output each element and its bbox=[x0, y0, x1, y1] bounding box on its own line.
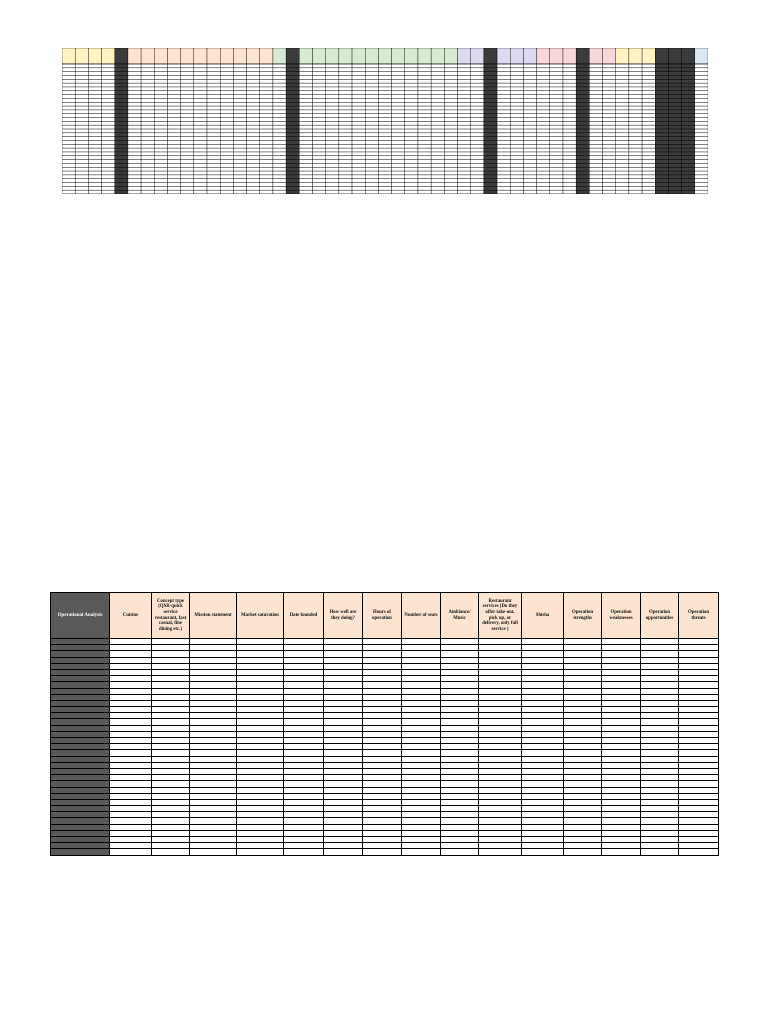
table-cell[interactable] bbox=[284, 849, 324, 855]
overview-header-cell bbox=[378, 48, 391, 64]
overview-header-cell bbox=[471, 48, 484, 64]
table-cell[interactable] bbox=[110, 849, 152, 855]
overview-header-cell bbox=[339, 48, 352, 64]
overview-header-cell bbox=[458, 48, 471, 64]
overview-grid bbox=[62, 48, 708, 194]
header-threats: Operation threats bbox=[679, 593, 719, 639]
overview-header-cell bbox=[444, 48, 457, 64]
overview-header-cell bbox=[62, 48, 75, 64]
overview-header-cell bbox=[405, 48, 418, 64]
overview-header-cell bbox=[682, 48, 695, 64]
table-cell[interactable] bbox=[564, 849, 602, 855]
overview-header-cell bbox=[75, 48, 88, 64]
table-cell[interactable] bbox=[441, 849, 479, 855]
overview-header-cell bbox=[484, 48, 497, 64]
operational-analysis-table-wrap bbox=[50, 592, 718, 856]
table-cell[interactable] bbox=[324, 849, 363, 855]
overview-header-cell bbox=[326, 48, 339, 64]
overview-header-cell bbox=[352, 48, 365, 64]
table-cell[interactable] bbox=[152, 849, 190, 855]
table-cell[interactable] bbox=[402, 849, 441, 855]
overview-header-cell bbox=[563, 48, 576, 64]
table-cell[interactable] bbox=[363, 849, 402, 855]
overview-header-cell bbox=[286, 48, 299, 64]
overview-header-cell bbox=[589, 48, 602, 64]
header-operational-analysis: Operational Analysis bbox=[51, 593, 110, 639]
row-label-cell[interactable] bbox=[51, 849, 110, 855]
header-cuisine: Cuisine bbox=[110, 593, 152, 639]
overview-header-cell bbox=[181, 48, 194, 64]
overview-header-cell bbox=[102, 48, 115, 64]
overview-header-cell bbox=[523, 48, 536, 64]
overview-header-cell bbox=[273, 48, 286, 64]
overview-header-cell bbox=[220, 48, 233, 64]
overview-header-cell bbox=[668, 48, 681, 64]
header-date-founded: Date founded bbox=[284, 593, 324, 639]
table-cell[interactable] bbox=[190, 849, 237, 855]
table-cell[interactable] bbox=[679, 849, 719, 855]
overview-header-cell bbox=[431, 48, 444, 64]
table-row bbox=[51, 849, 719, 855]
table-cell[interactable] bbox=[602, 849, 641, 855]
header-hours: Hours of operation bbox=[363, 593, 402, 639]
header-how-well: How well are they doing? bbox=[324, 593, 363, 639]
table-cell[interactable] bbox=[237, 849, 284, 855]
overview-header-cell bbox=[550, 48, 563, 64]
header-services: Restaurant services (Do they offer take-out, pick up, or delivery, only full service ) bbox=[479, 593, 522, 639]
header-market-saturation: Market saturation bbox=[237, 593, 284, 639]
header-weaknesses: Operation weaknesses bbox=[602, 593, 641, 639]
table-cell[interactable] bbox=[479, 849, 522, 855]
overview-header-cell bbox=[141, 48, 154, 64]
header-row bbox=[51, 593, 719, 639]
overview-header-cell bbox=[418, 48, 431, 64]
overview-header-cell bbox=[233, 48, 246, 64]
overview-header-cell bbox=[695, 48, 708, 64]
overview-header-cell bbox=[537, 48, 550, 64]
operational-analysis-table bbox=[50, 592, 719, 856]
table-cell[interactable] bbox=[641, 849, 679, 855]
operational-table-body bbox=[51, 639, 719, 856]
overview-header-cell bbox=[115, 48, 128, 64]
overview-header-cell bbox=[154, 48, 167, 64]
overview-header-cell bbox=[392, 48, 405, 64]
overview-header-cell bbox=[299, 48, 312, 64]
header-shisha: Shisha bbox=[522, 593, 564, 639]
header-mission-statement: Mission statement bbox=[190, 593, 237, 639]
overview-header-cell bbox=[510, 48, 523, 64]
overview-header-cell bbox=[603, 48, 616, 64]
overview-header-cell bbox=[88, 48, 101, 64]
header-seats: Number of seats bbox=[402, 593, 441, 639]
header-concept-type: Concept type (QSR-quick service restaurant, fast casual, fine dining etc.) bbox=[152, 593, 190, 639]
overview-header-cell bbox=[642, 48, 655, 64]
overview-header-cell bbox=[194, 48, 207, 64]
header-ambiance: Ambiance/ Music bbox=[441, 593, 479, 639]
header-opportunities: Operation opportunities bbox=[641, 593, 679, 639]
overview-header-cell bbox=[576, 48, 589, 64]
overview-header-cell bbox=[260, 48, 273, 64]
overview-header-cell bbox=[247, 48, 260, 64]
overview-header-cell bbox=[616, 48, 629, 64]
overview-header-cell bbox=[629, 48, 642, 64]
table-cell[interactable] bbox=[522, 849, 564, 855]
overview-spreadsheet bbox=[62, 48, 708, 194]
overview-header-cell bbox=[655, 48, 668, 64]
header-strengths: Operation strengths bbox=[564, 593, 602, 639]
overview-header-cell bbox=[128, 48, 141, 64]
overview-header-cell bbox=[497, 48, 510, 64]
overview-header-cell bbox=[167, 48, 180, 64]
overview-header-cell bbox=[312, 48, 325, 64]
overview-header-cell bbox=[365, 48, 378, 64]
overview-header-cell bbox=[207, 48, 220, 64]
